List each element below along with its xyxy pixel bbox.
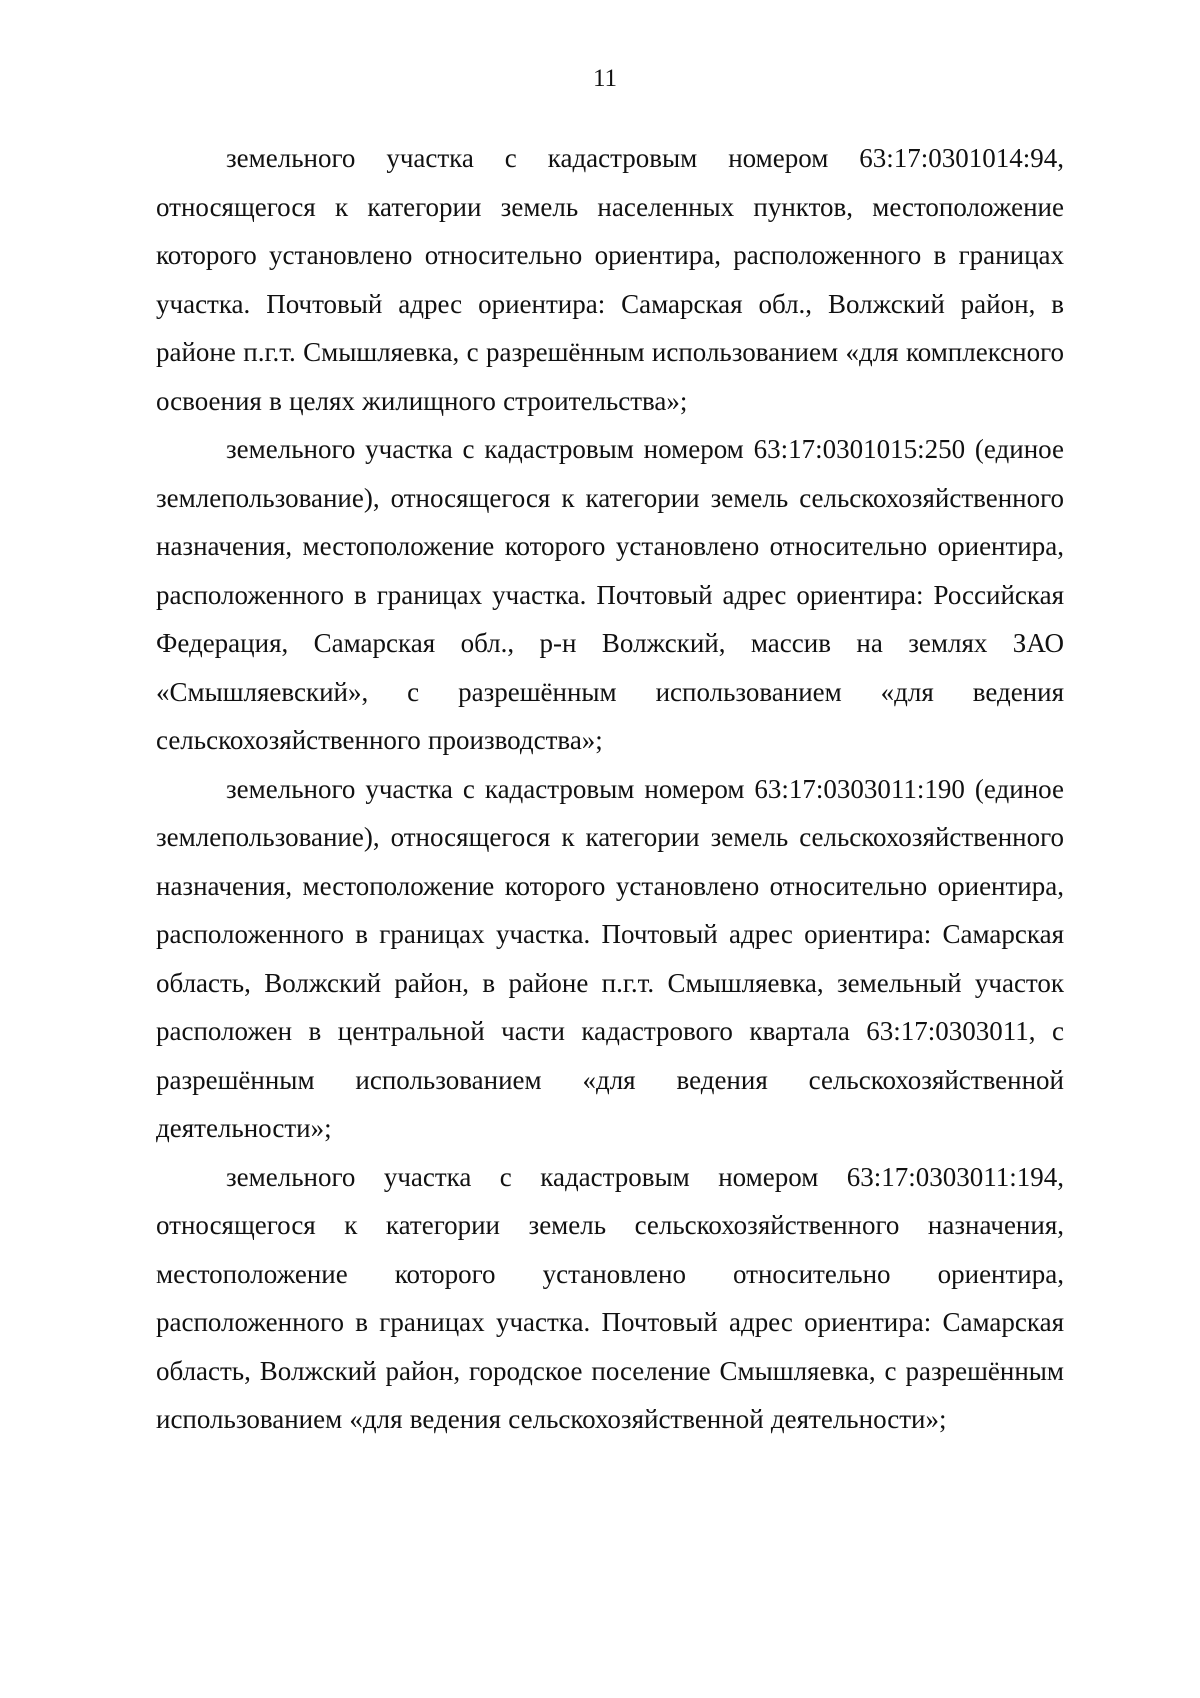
document-body xyxy=(156,134,1064,1444)
land-plot-paragraph-1: земельного участка с кадастровым номером 63:17:0301014:94, относящегося к категории земель населенных пунктов, местоположение которого установлено относительно ориентира, расположенного в границах участка. Почтовый адрес ориентира: Самарская обл., Волжский район, в районе п.г.т. Смышляевка, с разрешённым использованием «для комплексного освоения в целях жилищного строительства»; xyxy=(156,143,1064,416)
land-plot-paragraph-2: земельного участка с кадастровым номером 63:17:0301015:250 (единое землепользование), относящегося к категории земель сельскохозяйственного назначения, местоположение которого установлено относительно ориентира, расположенного в границах участка. Почтовый адрес ориентира: Российская Федерация, Самарская обл., р-н Волжский, массив на землях ЗАО «Смышляевский», с разрешённым использованием «для ведения сельскохозяйственного производства»; xyxy=(156,434,1064,755)
land-plot-paragraph-4: земельного участка с кадастровым номером 63:17:0303011:194, относящегося к категории земель сельскохозяйственного назначения, местоположение которого установлено относительно ориентира, расположенного в границах участка. Почтовый адрес ориентира: Самарская область, Волжский район, городское поселение Смышляевка, с разрешённым использованием «для ведения сельскохозяйственной деятельности»; xyxy=(156,1161,1064,1434)
page-number: 11 xyxy=(592,65,618,92)
land-plot-paragraph-3: земельного участка с кадастровым номером 63:17:0303011:190 (единое землепользование), относящегося к категории земель сельскохозяйственного назначения, местоположение которого установлено относительно ориентира, расположенного в границах участка. Почтовый адрес ориентира: Самарская область, Волжский район, в районе п.г.т. Смышляевка, земельный участок расположен в центральной части кадастрового квартала 63:17:0303011, с разрешённым использованием «для ведения сельскохозяйственной деятельности»; xyxy=(156,773,1064,1143)
